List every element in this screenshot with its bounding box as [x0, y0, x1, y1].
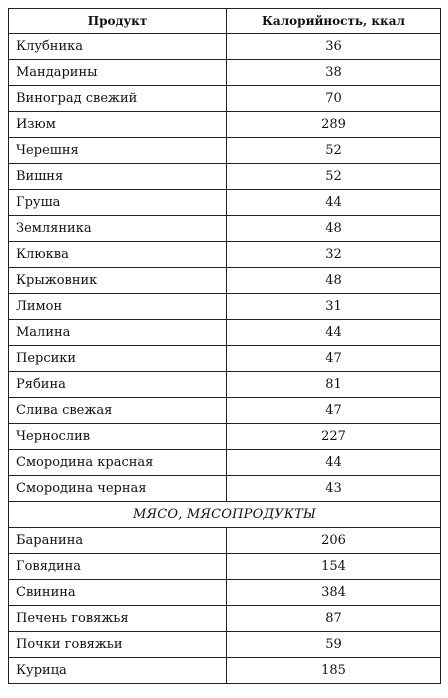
product-name-cell: Черешня: [9, 138, 227, 164]
calorie-value-cell: 52: [227, 138, 441, 164]
table-row: [9, 424, 441, 450]
product-name-cell: Клубника: [9, 34, 227, 60]
section-heading-meat: МЯСО, МЯСОПРОДУКТЫ: [9, 502, 441, 528]
table-row: [9, 164, 441, 190]
table-row: [9, 242, 441, 268]
product-name-cell: Земляника: [9, 216, 227, 242]
product-name-cell: Печень говяжья: [9, 606, 227, 632]
table-row: [9, 34, 441, 60]
calorie-value-cell: 38: [227, 60, 441, 86]
product-name-cell: Вишня: [9, 164, 227, 190]
table-row: [9, 372, 441, 398]
table-row: [9, 632, 441, 658]
column-header-calories: Калорийность, ккал: [227, 9, 441, 34]
calorie-value-cell: 81: [227, 372, 441, 398]
calorie-value-cell: 44: [227, 190, 441, 216]
table-row: [9, 606, 441, 632]
calorie-value-cell: 185: [227, 658, 441, 684]
calorie-value-cell: 36: [227, 34, 441, 60]
product-name-cell: Почки говяжьи: [9, 632, 227, 658]
table-row: [9, 476, 441, 502]
table-row: [9, 450, 441, 476]
table-body: [9, 34, 441, 684]
table-row: [9, 346, 441, 372]
table-row: [9, 86, 441, 112]
product-name-cell: Смородина черная: [9, 476, 227, 502]
calorie-value-cell: 384: [227, 580, 441, 606]
calorie-value-cell: 70: [227, 86, 441, 112]
product-name-cell: Чернослив: [9, 424, 227, 450]
table-header-row: [9, 9, 441, 34]
table-row: [9, 268, 441, 294]
calorie-value-cell: 32: [227, 242, 441, 268]
product-name-cell: Груша: [9, 190, 227, 216]
table-row: [9, 112, 441, 138]
calorie-value-cell: 87: [227, 606, 441, 632]
table-row: [9, 138, 441, 164]
product-name-cell: Малина: [9, 320, 227, 346]
calorie-value-cell: 59: [227, 632, 441, 658]
calorie-value-cell: 227: [227, 424, 441, 450]
calorie-value-cell: 52: [227, 164, 441, 190]
table-row: [9, 580, 441, 606]
table-row: [9, 216, 441, 242]
calorie-value-cell: 48: [227, 216, 441, 242]
section-row-meat: [9, 502, 441, 528]
product-name-cell: Свинина: [9, 580, 227, 606]
calorie-value-cell: 47: [227, 398, 441, 424]
table-row: [9, 554, 441, 580]
product-name-cell: Клюква: [9, 242, 227, 268]
table-row: [9, 60, 441, 86]
table-row: [9, 294, 441, 320]
product-name-cell: Курица: [9, 658, 227, 684]
calorie-value-cell: 44: [227, 450, 441, 476]
product-name-cell: Говядина: [9, 554, 227, 580]
table-row: [9, 320, 441, 346]
product-name-cell: Смородина красная: [9, 450, 227, 476]
column-header-product: Продукт: [9, 9, 227, 34]
product-name-cell: Персики: [9, 346, 227, 372]
calorie-table: [8, 8, 441, 684]
product-name-cell: Баранина: [9, 528, 227, 554]
product-name-cell: Виноград свежий: [9, 86, 227, 112]
product-name-cell: Крыжовник: [9, 268, 227, 294]
product-name-cell: Лимон: [9, 294, 227, 320]
calorie-value-cell: 206: [227, 528, 441, 554]
calorie-value-cell: 289: [227, 112, 441, 138]
calorie-table-container: [8, 8, 440, 684]
table-row: [9, 190, 441, 216]
product-name-cell: Рябина: [9, 372, 227, 398]
product-name-cell: Слива свежая: [9, 398, 227, 424]
table-row: [9, 398, 441, 424]
calorie-value-cell: 154: [227, 554, 441, 580]
calorie-value-cell: 44: [227, 320, 441, 346]
product-name-cell: Мандарины: [9, 60, 227, 86]
calorie-value-cell: 48: [227, 268, 441, 294]
calorie-value-cell: 47: [227, 346, 441, 372]
table-row: [9, 528, 441, 554]
table-row: [9, 658, 441, 684]
product-name-cell: Изюм: [9, 112, 227, 138]
calorie-value-cell: 43: [227, 476, 441, 502]
calorie-value-cell: 31: [227, 294, 441, 320]
